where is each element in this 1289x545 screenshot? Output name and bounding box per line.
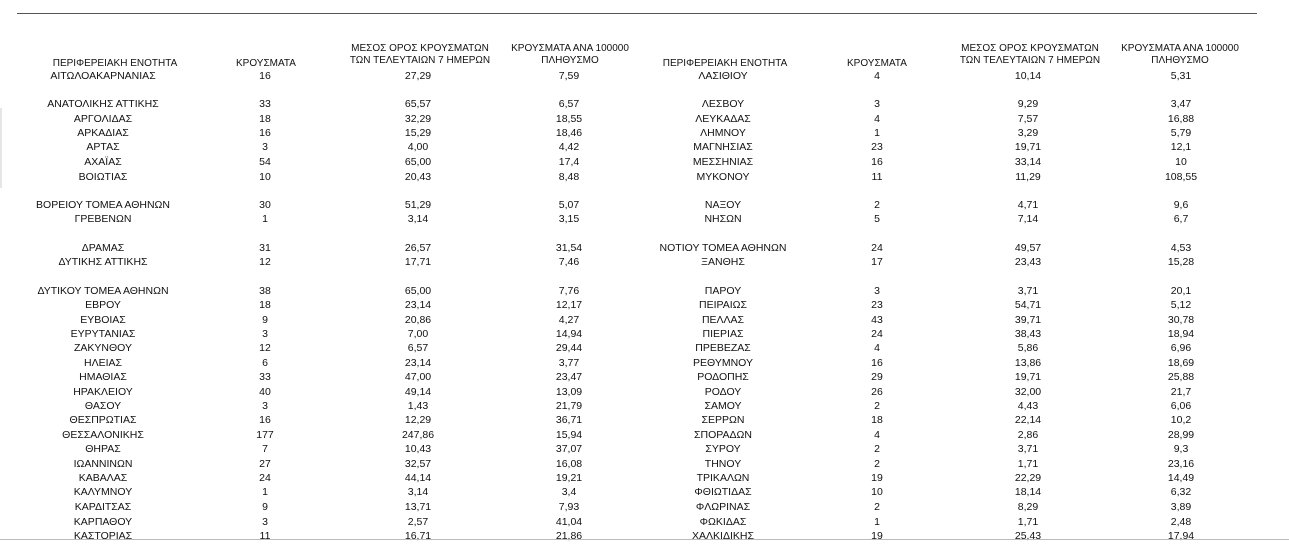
left-cell-cases: 16 (259, 70, 271, 82)
left-cell-per100k: 29,44 (555, 342, 583, 354)
left-cell-region: ΚΑΡΔΙΤΣΑΣ (74, 501, 132, 513)
left-cell-avg: 1,43 (407, 400, 429, 412)
right-cell-per100k: 12,1 (1170, 141, 1192, 153)
page-bottom-rule (0, 539, 1289, 540)
right-cell-avg: 18,14 (1014, 486, 1042, 498)
left-cell-region: ΘΗΡΑΣ (85, 443, 121, 455)
right-cell-per100k: 6,96 (1170, 342, 1192, 354)
left-cell-cases: 24 (259, 472, 271, 484)
right-cell-cases: 2 (874, 443, 880, 455)
right-cell-per100k: 6,7 (1173, 213, 1189, 225)
left-cell-avg: 23,14 (404, 299, 432, 311)
left-cell-per100k: 14,94 (555, 328, 583, 340)
right-cell-cases: 5 (874, 213, 880, 225)
left-cell-region: ΓΡΕΒΕΝΩΝ (74, 213, 132, 225)
left-cell-per100k: 4,27 (558, 314, 580, 326)
right-cell-avg: 23,43 (1014, 256, 1042, 268)
right-cell-region: ΠΙΕΡΙΑΣ (702, 328, 744, 340)
left-cell-per100k: 3,4 (561, 486, 577, 498)
right-cell-avg: 3,71 (1017, 443, 1039, 455)
left-cell-avg: 3,14 (407, 213, 429, 225)
right-cell-avg: 32,00 (1014, 386, 1042, 398)
left-cell-avg: 7,00 (407, 328, 429, 340)
left-cell-per100k: 17,4 (558, 156, 580, 168)
left-cell-cases: 1 (262, 213, 268, 225)
left-cell-per100k: 16,08 (555, 458, 583, 470)
left-cell-avg: 32,29 (404, 113, 432, 125)
left-cell-per100k: 3,77 (558, 357, 580, 369)
right-cell-region: ΦΩΚΙΔΑΣ (699, 516, 747, 528)
right-cell-region: ΠΑΡΟΥ (704, 285, 742, 297)
right-cell-avg: 2,86 (1017, 429, 1039, 441)
left-cell-per100k: 5,07 (558, 199, 580, 211)
right-cell-cases: 1 (874, 516, 880, 528)
right-cell-per100k: 14,49 (1167, 472, 1195, 484)
left-cell-region: ΖΑΚΥΝΘΟΥ (73, 342, 133, 354)
left-cell-avg: 47,00 (404, 371, 432, 383)
left-cell-per100k: 3,15 (558, 213, 580, 225)
right-cell-cases: 11 (871, 171, 883, 183)
left-cell-avg: 26,57 (404, 242, 432, 254)
right-cell-region: ΣΠΟΡΑΔΩΝ (694, 429, 752, 441)
right-cell-per100k: 16,88 (1167, 113, 1195, 125)
right-cell-cases: 4 (874, 429, 880, 441)
right-cell-avg: 49,57 (1014, 242, 1042, 254)
left-cell-region: ΕΥΒΟΙΑΣ (80, 314, 126, 326)
right-cell-region: ΣΑΜΟΥ (704, 400, 742, 412)
right-cell-avg: 33,14 (1014, 156, 1042, 168)
right-cell-region: ΜΥΚΟΝΟΥ (696, 171, 750, 183)
left-cell-cases: 27 (259, 458, 271, 470)
right-cell-cases: 2 (874, 458, 880, 470)
left-cell-region: ΑΡΤΑΣ (86, 141, 120, 153)
right-cell-avg: 7,57 (1017, 113, 1039, 125)
right-cell-cases: 24 (871, 242, 883, 254)
right-cell-region: ΣΕΡΡΩΝ (701, 414, 745, 426)
left-header-region-text: ΠΕΡΙΦΕΡΕΙΑΚΗ ΕΝΟΤΗΤΑ (52, 58, 178, 69)
right-cell-cases: 19 (871, 472, 883, 484)
right-cell-per100k: 6,32 (1170, 486, 1192, 498)
left-cell-avg: 32,57 (404, 458, 432, 470)
left-cell-region: ΚΑΛΥΜΝΟΥ (73, 486, 133, 498)
right-cell-avg: 39,71 (1014, 314, 1042, 326)
right-cell-cases: 10 (871, 486, 883, 498)
right-cell-cases: 19 (871, 530, 883, 542)
left-cell-avg: 20,43 (404, 171, 432, 183)
left-cell-per100k: 21,79 (555, 400, 583, 412)
right-cell-cases: 16 (871, 156, 883, 168)
right-cell-avg: 4,71 (1017, 199, 1039, 211)
right-cell-region: ΡΟΔΟΥ (704, 386, 742, 398)
left-cell-per100k: 7,46 (558, 256, 580, 268)
right-cell-avg: 38,43 (1014, 328, 1042, 340)
left-cell-region: ΒΟΙΩΤΙΑΣ (78, 171, 128, 183)
left-cell-avg: 12,29 (404, 414, 432, 426)
right-cell-avg: 10,14 (1014, 70, 1042, 82)
left-cell-cases: 177 (256, 429, 274, 441)
left-header-per100k-line2: ΠΛΗΘΥΣΜΟ (541, 54, 599, 66)
right-cell-region: ΡΟΔΟΠΗΣ (697, 371, 749, 383)
left-header-avg-line2: ΤΩΝ ΤΕΛΕΥΤΑΙΩΝ 7 ΗΜΕΡΩΝ (349, 54, 491, 66)
right-cell-per100k: 17,94 (1167, 530, 1195, 542)
left-cell-avg: 2,57 (407, 516, 429, 528)
right-cell-avg: 4,43 (1017, 400, 1039, 412)
right-cell-cases: 23 (871, 141, 883, 153)
left-cell-per100k: 37,07 (555, 443, 583, 455)
right-cell-region: ΠΕΛΛΑΣ (701, 314, 745, 326)
left-cell-per100k: 36,71 (555, 414, 583, 426)
right-cell-cases: 26 (871, 386, 883, 398)
right-cell-avg: 1,71 (1017, 458, 1039, 470)
right-cell-avg: 8,29 (1017, 501, 1039, 513)
right-cell-per100k: 28,99 (1167, 429, 1195, 441)
right-cell-per100k: 30,78 (1167, 314, 1195, 326)
left-cell-per100k: 6,57 (558, 98, 580, 110)
right-header-avg-line1: ΜΕΣΟΣ ΟΡΟΣ ΚΡΟΥΣΜΑΤΩΝ (961, 43, 1099, 54)
left-cell-avg: 23,14 (404, 357, 432, 369)
left-cell-region: ΑΧΑΪΑΣ (84, 156, 122, 168)
left-cell-cases: 9 (262, 314, 268, 326)
left-cell-region: ΑΡΚΑΔΙΑΣ (77, 127, 129, 139)
left-cell-cases: 10 (259, 171, 271, 183)
right-cell-avg: 3,29 (1017, 127, 1039, 139)
left-cell-cases: 33 (259, 371, 271, 383)
right-cell-cases: 24 (871, 328, 883, 340)
right-cell-cases: 3 (874, 98, 880, 110)
right-cell-region: ΡΕΘΥΜΝΟΥ (692, 357, 754, 369)
right-cell-per100k: 10 (1175, 156, 1187, 168)
right-cell-per100k: 3,89 (1170, 501, 1192, 513)
left-cell-per100k: 19,21 (555, 472, 583, 484)
right-cell-per100k: 5,79 (1170, 127, 1192, 139)
right-cell-cases: 2 (874, 199, 880, 211)
left-cell-region: ΗΛΕΙΑΣ (83, 357, 123, 369)
right-cell-region: ΛΗΜΝΟΥ (700, 127, 746, 139)
left-cell-cases: 7 (262, 443, 268, 455)
left-cell-region: ΗΜΑΘΙΑΣ (79, 371, 127, 383)
left-cell-cases: 33 (259, 98, 271, 110)
right-cell-per100k: 5,31 (1170, 70, 1192, 82)
left-header-per100k-line1: ΚΡΟΥΣΜΑΤΑ ΑΝΑ 100000 (511, 43, 629, 54)
right-cell-region: ΦΘΙΩΤΙΔΑΣ (694, 486, 752, 498)
right-cell-per100k: 21,7 (1170, 386, 1192, 398)
left-cell-cases: 1 (262, 486, 268, 498)
left-cell-per100k: 31,54 (555, 242, 583, 254)
left-cell-per100k: 7,59 (558, 70, 580, 82)
left-cell-per100k: 8,48 (558, 171, 580, 183)
right-cell-region: ΣΥΡΟΥ (705, 443, 741, 455)
right-cell-cases: 3 (874, 285, 880, 297)
left-cell-cases: 54 (259, 156, 271, 168)
right-cell-per100k: 15,28 (1167, 256, 1195, 268)
right-cell-avg: 22,14 (1014, 414, 1042, 426)
left-cell-region: ΑΙΤΩΛΟΑΚΑΡΝΑΝΙΑΣ (50, 70, 156, 82)
left-cell-avg: 65,00 (404, 285, 432, 297)
right-cell-per100k: 10,2 (1170, 414, 1192, 426)
right-cell-region: ΤΗΝΟΥ (704, 458, 742, 470)
right-cell-cases: 23 (871, 299, 883, 311)
left-cell-cases: 16 (259, 127, 271, 139)
left-cell-per100k: 4,42 (558, 141, 580, 153)
left-cell-region: ΙΩΑΝΝΙΝΩΝ (73, 458, 133, 470)
left-cell-per100k: 12,17 (555, 299, 583, 311)
right-cell-per100k: 25,88 (1167, 371, 1195, 383)
right-cell-avg: 3,71 (1017, 285, 1039, 297)
right-cell-cases: 4 (874, 342, 880, 354)
left-cell-avg: 20,86 (404, 314, 432, 326)
left-cell-avg: 247,86 (401, 429, 435, 441)
right-cell-cases: 1 (874, 127, 880, 139)
left-cell-cases: 3 (262, 400, 268, 412)
right-cell-region: ΠΡΕΒΕΖΑΣ (695, 342, 751, 354)
right-cell-per100k: 5,12 (1170, 299, 1192, 311)
right-cell-per100k: 18,94 (1167, 328, 1195, 340)
right-cell-cases: 16 (871, 357, 883, 369)
left-cell-cases: 38 (259, 285, 271, 297)
right-cell-cases: 2 (874, 400, 880, 412)
left-cell-per100k: 13,09 (555, 386, 583, 398)
right-cell-avg: 22,29 (1014, 472, 1042, 484)
right-cell-per100k: 23,16 (1167, 458, 1195, 470)
left-cell-cases: 9 (262, 501, 268, 513)
left-cell-region: ΑΝΑΤΟΛΙΚΗΣ ΑΤΤΙΚΗΣ (47, 98, 159, 110)
right-cell-avg: 5,86 (1017, 342, 1039, 354)
left-cell-region: ΗΡΑΚΛΕΙΟΥ (73, 386, 133, 398)
right-cell-avg: 25,43 (1014, 530, 1042, 542)
right-cell-per100k: 2,48 (1170, 516, 1192, 528)
left-cell-per100k: 18,55 (555, 113, 583, 125)
right-cell-region: ΝΟΤΙΟΥ ΤΟΜΕΑ ΑΘΗΝΩΝ (659, 242, 787, 254)
right-cell-per100k: 3,47 (1170, 98, 1192, 110)
right-cell-avg: 7,14 (1017, 213, 1039, 225)
left-cell-avg: 49,14 (404, 386, 432, 398)
left-cell-cases: 11 (259, 530, 271, 542)
left-cell-region: ΚΑΡΠΑΘΟΥ (73, 516, 133, 528)
left-cell-avg: 13,71 (404, 501, 432, 513)
left-cell-cases: 3 (262, 516, 268, 528)
left-cell-cases: 16 (259, 414, 271, 426)
right-cell-region: ΧΑΛΚΙΔΙΚΗΣ (692, 530, 754, 542)
left-cell-region: ΘΑΣΟΥ (84, 400, 122, 412)
right-cell-avg: 9,29 (1017, 98, 1039, 110)
right-cell-avg: 11,29 (1015, 171, 1041, 183)
right-cell-cases: 17 (871, 256, 883, 268)
left-cell-avg: 65,57 (404, 98, 432, 110)
right-cell-per100k: 6,06 (1170, 400, 1192, 412)
left-cell-region: ΔΥΤΙΚΟΥ ΤΟΜΕΑ ΑΘΗΝΩΝ (37, 285, 169, 297)
right-cell-per100k: 4,53 (1170, 242, 1192, 254)
right-cell-avg: 19,71 (1014, 141, 1042, 153)
left-cell-region: ΘΕΣΣΑΛΟΝΙΚΗΣ (62, 429, 144, 441)
right-header-per100k-line2: ΠΛΗΘΥΣΜΟ (1151, 54, 1209, 66)
left-cell-avg: 4,00 (407, 141, 429, 153)
left-cell-cases: 12 (259, 256, 271, 268)
right-cell-avg: 19,71 (1014, 371, 1042, 383)
left-cell-per100k: 41,04 (555, 516, 583, 528)
left-cell-avg: 65,00 (404, 156, 432, 168)
left-header-avg-line1: ΜΕΣΟΣ ΟΡΟΣ ΚΡΟΥΣΜΑΤΩΝ (351, 43, 489, 54)
left-cell-per100k: 23,47 (555, 371, 583, 383)
right-cell-cases: 43 (871, 314, 883, 326)
left-cell-avg: 10,43 (404, 443, 432, 455)
right-cell-region: ΝΗΣΩΝ (704, 213, 742, 225)
left-cell-avg: 16,71 (404, 530, 432, 542)
right-cell-cases: 4 (874, 113, 880, 125)
left-cell-region: ΘΕΣΠΡΩΤΙΑΣ (69, 414, 137, 426)
right-cell-cases: 29 (871, 371, 883, 383)
right-header-cases-text: ΚΡΟΥΣΜΑΤΑ (847, 58, 907, 69)
left-cell-cases: 30 (259, 199, 271, 211)
right-header-avg-line2: ΤΩΝ ΤΕΛΕΥΤΑΙΩΝ 7 ΗΜΕΡΩΝ (959, 54, 1101, 66)
left-cell-region: ΔΡΑΜΑΣ (81, 242, 125, 254)
right-cell-cases: 4 (874, 70, 880, 82)
right-cell-cases: 18 (871, 414, 883, 426)
left-cell-cases: 3 (262, 141, 268, 153)
right-cell-cases: 2 (874, 501, 880, 513)
right-cell-region: ΛΑΣΙΘΙΟΥ (698, 70, 748, 82)
left-cell-avg: 3,14 (407, 486, 429, 498)
right-cell-region: ΞΑΝΘΗΣ (701, 256, 745, 268)
left-cell-per100k: 15,94 (555, 429, 583, 441)
left-cell-per100k: 21,86 (555, 530, 583, 542)
left-cell-per100k: 7,76 (558, 285, 580, 297)
right-cell-region: ΤΡΙΚΑΛΩΝ (696, 472, 750, 484)
right-cell-per100k: 18,69 (1167, 357, 1195, 369)
left-cell-avg: 17,71 (404, 256, 432, 268)
left-cell-avg: 6,57 (407, 342, 429, 354)
left-cell-cases: 18 (259, 299, 271, 311)
right-cell-avg: 1,71 (1017, 516, 1039, 528)
right-cell-region: ΝΑΞΟΥ (704, 199, 742, 211)
left-cell-avg: 51,29 (404, 199, 432, 211)
right-cell-avg: 54,71 (1014, 299, 1042, 311)
right-header-per100k-line1: ΚΡΟΥΣΜΑΤΑ ΑΝΑ 100000 (1121, 43, 1239, 54)
right-cell-region: ΜΕΣΣΗΝΙΑΣ (692, 156, 754, 168)
left-cell-region: ΚΑΣΤΟΡΙΑΣ (73, 530, 133, 542)
right-cell-avg: 13,86 (1014, 357, 1042, 369)
left-cell-cases: 12 (259, 342, 271, 354)
right-cell-region: ΠΕΙΡΑΙΩΣ (699, 299, 747, 311)
left-cell-cases: 40 (259, 386, 271, 398)
right-cell-per100k: 9,3 (1173, 443, 1189, 455)
left-cell-region: ΑΡΓΟΛΙΔΑΣ (73, 113, 133, 125)
right-cell-per100k: 108,55 (1164, 171, 1198, 183)
left-cell-per100k: 18,46 (555, 127, 583, 139)
left-cell-region: ΚΑΒΑΛΑΣ (78, 472, 128, 484)
left-cell-cases: 31 (259, 242, 271, 254)
right-cell-region: ΛΕΣΒΟΥ (701, 98, 745, 110)
left-cell-avg: 15,29 (404, 127, 432, 139)
right-cell-region: ΛΕΥΚΑΔΑΣ (695, 113, 751, 125)
left-cell-cases: 6 (262, 357, 268, 369)
left-cell-region: ΕΒΡΟΥ (85, 299, 121, 311)
right-cell-region: ΜΑΓΝΗΣΙΑΣ (693, 141, 753, 153)
right-header-region-text: ΠΕΡΙΦΕΡΕΙΑΚΗ ΕΝΟΤΗΤΑ (662, 58, 788, 69)
right-cell-region: ΦΛΩΡΙΝΑΣ (695, 501, 751, 513)
right-cell-per100k: 9,6 (1173, 199, 1189, 211)
left-cell-avg: 27,29 (404, 70, 432, 82)
left-cell-cases: 3 (262, 328, 268, 340)
left-cell-per100k: 7,93 (558, 501, 580, 513)
left-cell-region: ΔΥΤΙΚΗΣ ΑΤΤΙΚΗΣ (58, 256, 148, 268)
left-cell-region: ΒΟΡΕΙΟΥ ΤΟΜΕΑ ΑΘΗΝΩΝ (36, 199, 170, 211)
left-cell-cases: 18 (259, 113, 271, 125)
left-header-cases-text: ΚΡΟΥΣΜΑΤΑ (236, 58, 296, 69)
left-cell-region: ΕΥΡΥΤΑΝΙΑΣ (70, 328, 136, 340)
right-cell-per100k: 20,1 (1170, 285, 1192, 297)
left-cell-avg: 44,14 (404, 472, 432, 484)
